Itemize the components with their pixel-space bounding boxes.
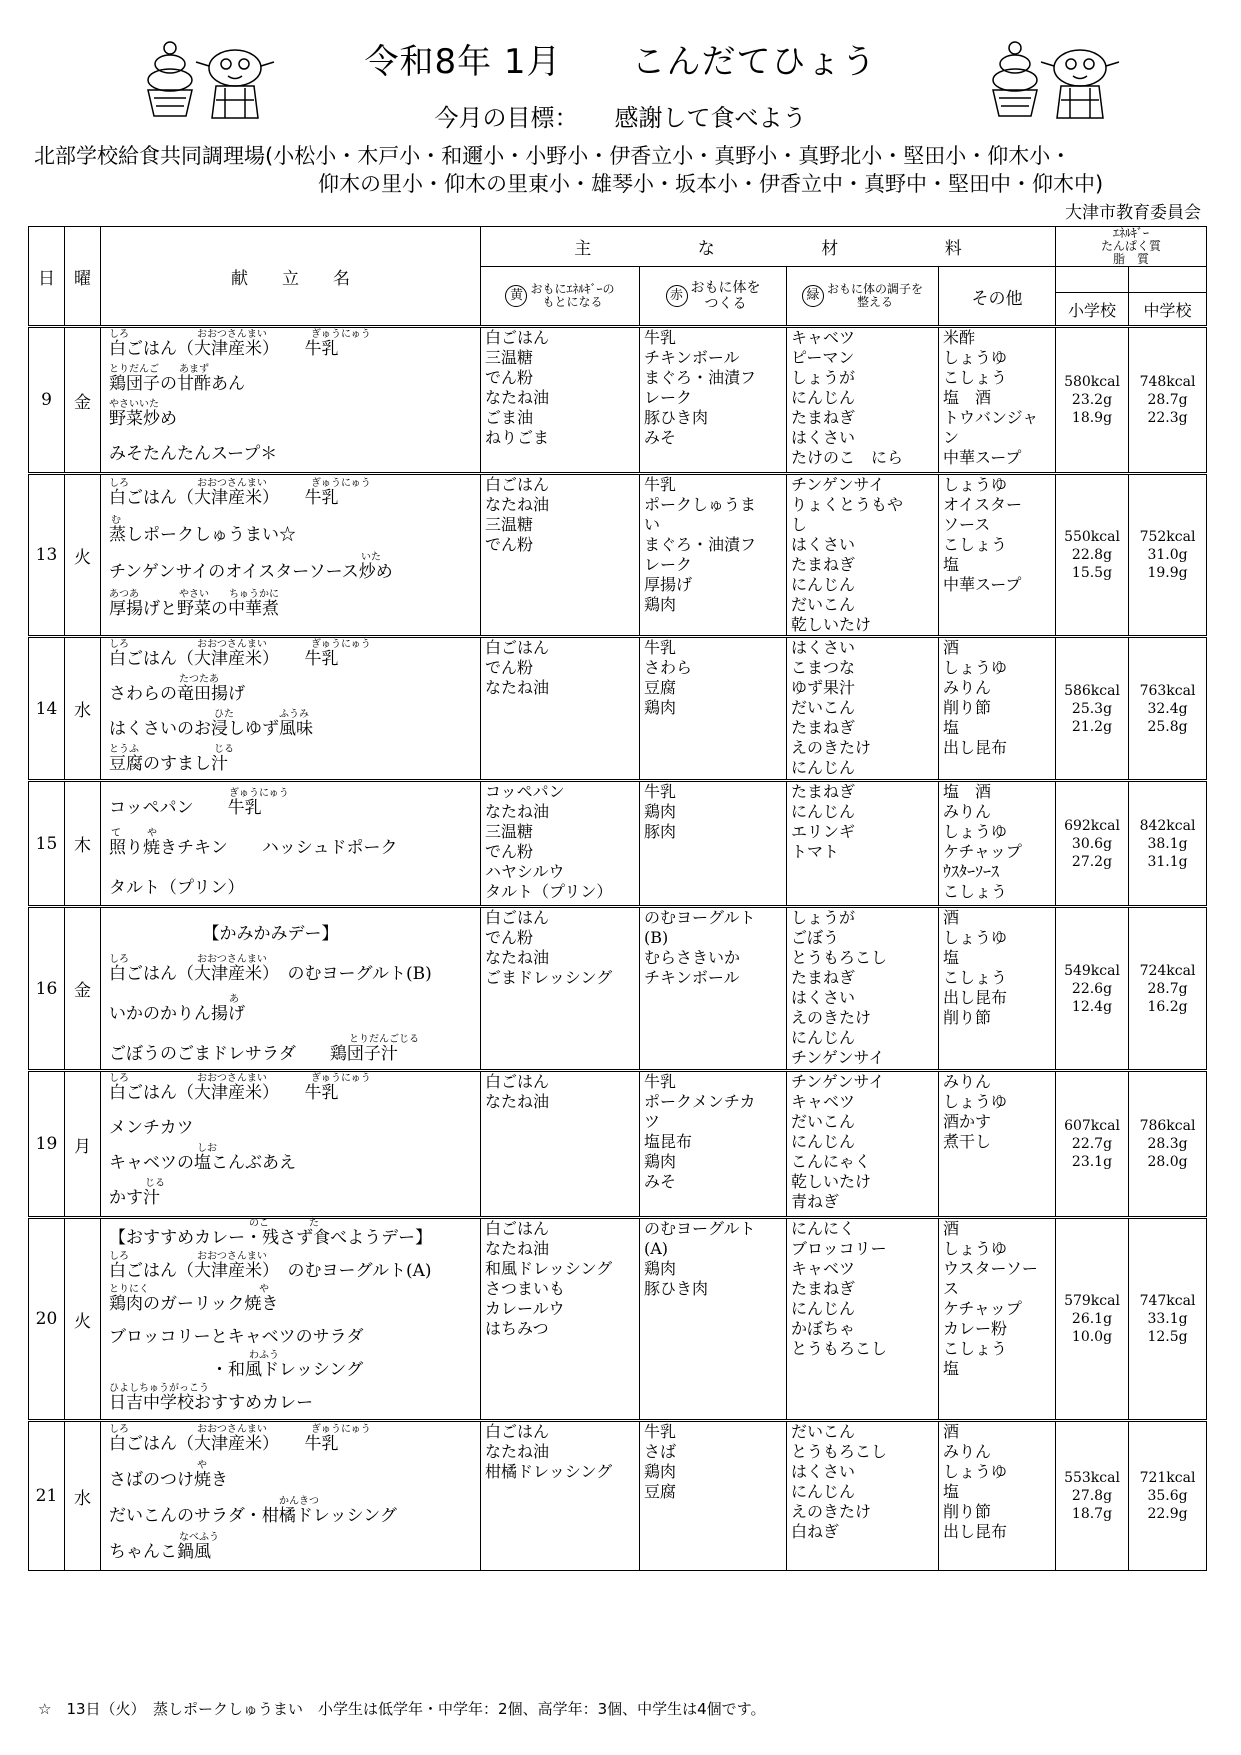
header-green-group xyxy=(787,267,939,327)
dish-name xyxy=(109,433,480,468)
furigana: たつたあ xyxy=(179,674,219,685)
energy-value: 763kcal xyxy=(1139,682,1196,699)
furigana: やさいいた xyxy=(109,399,159,410)
junior-high-nutrition xyxy=(1129,781,1207,907)
dish-text: 白ごはん（大津産米） のむヨーグルト(B) xyxy=(109,964,432,984)
header-yellow-group xyxy=(481,267,640,327)
dish-text: 白ごはん（大津産米） 牛乳 xyxy=(109,488,339,508)
weekday: 金 xyxy=(65,327,101,474)
menu-row xyxy=(29,1218,1207,1421)
other-ingredients: 酒 しょうゆ 塩 こしょう 出し昆布 削り節 xyxy=(939,907,1056,1071)
furigana: しろ xyxy=(109,478,129,489)
energy-value: 580kcal xyxy=(1064,374,1120,390)
dish-text: 日吉中学校おすすめカレー xyxy=(109,1393,314,1413)
dish-text: 白ごはん（大津産米） 牛乳 xyxy=(109,649,339,669)
energy-value: 747kcal xyxy=(1139,1293,1196,1309)
fat-value: 28.0g xyxy=(1147,1154,1188,1170)
other-ingredients: 米酢 しょうゆ こしょう 塩 酒 トウバンジャ ン 中華スープ xyxy=(939,327,1056,474)
day-number: 20 xyxy=(29,1218,65,1421)
dish-text: 鶏団子の甘酢あん xyxy=(109,374,245,394)
furigana: て xyxy=(111,828,121,839)
weekday: 月 xyxy=(65,1071,101,1218)
furigana: や xyxy=(147,828,157,839)
elementary-nutrition xyxy=(1056,1218,1129,1421)
furigana: や xyxy=(197,1460,207,1471)
header-junior-high: 中学校 xyxy=(1129,293,1207,327)
weekday: 火 xyxy=(65,474,101,637)
red-ingredients: 牛乳 チキンボール まぐろ・油漬フ レーク 豚ひき肉 みそ xyxy=(640,327,787,474)
fat-value: 15.5g xyxy=(1071,565,1113,581)
furigana: あ xyxy=(229,994,239,1005)
dish-text: 厚揚げと野菜の中華煮 xyxy=(109,599,279,619)
protein-value: 22.8g xyxy=(1071,547,1113,563)
energy-value: 579kcal xyxy=(1064,1293,1120,1309)
dish-name xyxy=(109,1252,480,1285)
fat-value: 16.2g xyxy=(1147,998,1188,1015)
footnote: ☆ 13日（火） 蒸しポークしゅうまい 小学生は低学年・中学年：2個、高学年：3個、中学生は4個です。 xyxy=(38,1700,766,1718)
furigana: しろ xyxy=(109,639,129,650)
header-main-materials xyxy=(481,227,1056,267)
protein-value: 32.4g xyxy=(1147,700,1188,717)
energy-value: 724kcal xyxy=(1139,962,1196,979)
monthly-goal: 今月の目標： 感謝して食べよう xyxy=(434,104,807,132)
header-day: 日 xyxy=(29,227,65,327)
furigana: おおつさんまい xyxy=(197,1073,267,1084)
furigana: ひた xyxy=(214,709,234,720)
green-ingredients: キャベツ ピーマン しょうが にんじん たまねぎ はくさい たけのこ にら xyxy=(787,327,939,474)
fat-value: 31.1g xyxy=(1147,853,1188,870)
red-group-label: おもに体を つくる xyxy=(690,280,761,312)
energy-value: 553kcal xyxy=(1064,1470,1120,1486)
fat-value: 12.4g xyxy=(1071,998,1113,1015)
dish-text: ごぼうのごまドレサラダ 鶏団子汁 xyxy=(109,1044,398,1064)
dish-list xyxy=(101,637,481,781)
furigana: しろ xyxy=(109,329,129,340)
dish-name xyxy=(109,1028,480,1068)
dish-list xyxy=(101,781,481,907)
dish-name xyxy=(109,1530,480,1566)
green-group-label: おもに体の調子を 整える xyxy=(826,282,923,309)
junior-high-nutrition xyxy=(1129,907,1207,1071)
energy-value: 586kcal xyxy=(1064,682,1120,699)
elementary-nutrition xyxy=(1056,637,1129,781)
fat-value: 18.9g xyxy=(1071,410,1113,426)
furigana: おおつさんまい xyxy=(197,1424,267,1435)
dish-text: 【おすすめカレー・残さず食べようデー】 xyxy=(109,1228,433,1248)
dish-name xyxy=(109,948,480,988)
day-number: 19 xyxy=(29,1071,65,1218)
elementary-nutrition xyxy=(1056,1071,1129,1218)
dish-name xyxy=(109,1219,480,1252)
junior-high-nutrition xyxy=(1129,637,1207,781)
red-ingredients: 牛乳 さば 鶏肉 豆腐 xyxy=(640,1421,787,1571)
materials-char: 主 xyxy=(574,239,592,259)
furigana: わふう xyxy=(249,1350,279,1361)
yellow-ingredients: 白ごはん 三温糖 でん粉 なたね油 ごま油 ねりごま xyxy=(481,327,640,474)
junior-high-nutrition xyxy=(1129,1071,1207,1218)
furigana: しお xyxy=(197,1143,217,1154)
energy-value: 607kcal xyxy=(1064,1118,1120,1134)
dish-name xyxy=(109,363,480,398)
protein-value: 26.1g xyxy=(1071,1311,1113,1327)
protein-value: 31.0g xyxy=(1147,547,1188,563)
energy-value: 549kcal xyxy=(1064,962,1120,979)
header-nutrition: ｴﾈﾙｷﾞｰ たんぱく質 脂 質 xyxy=(1056,227,1207,267)
dish-name xyxy=(109,549,480,586)
dish-name xyxy=(109,1422,480,1458)
furigana: た xyxy=(309,1218,319,1229)
menu-row xyxy=(29,637,1207,781)
day-number: 9 xyxy=(29,327,65,474)
dish-name xyxy=(109,1142,480,1177)
day-number: 14 xyxy=(29,637,65,781)
green-ingredients: しょうが ごぼう とうもろこし たまねぎ はくさい えのきたけ にんじん チンゲンサイ xyxy=(787,907,939,1071)
elementary-nutrition xyxy=(1056,1421,1129,1571)
green-ingredients: だいこん とうもろこし はくさい にんじん えのきたけ 白ねぎ xyxy=(787,1421,939,1571)
furigana: とりだんごじる xyxy=(349,1034,419,1045)
furigana: おおつさんまい xyxy=(197,954,267,965)
furigana: いた xyxy=(361,552,381,563)
yellow-ingredients: 白ごはん でん粉 なたね油 ごまドレッシング xyxy=(481,907,640,1071)
dish-name xyxy=(109,743,480,778)
dish-name xyxy=(109,708,480,743)
other-ingredients: 酒 みりん しょうゆ 塩 削り節 出し昆布 xyxy=(939,1421,1056,1571)
dish-name xyxy=(109,1177,480,1212)
dish-name xyxy=(109,586,480,623)
dish-name xyxy=(109,1458,480,1494)
junior-high-nutrition xyxy=(1129,1218,1207,1421)
dish-list xyxy=(101,1218,481,1421)
dish-text: 白ごはん（大津産米） 牛乳 xyxy=(109,1434,339,1454)
materials-char: 料 xyxy=(944,239,962,259)
energy-value: 786kcal xyxy=(1139,1118,1196,1134)
elementary-nutrition xyxy=(1056,781,1129,907)
dish-name xyxy=(109,782,480,822)
weekday: 火 xyxy=(65,1218,101,1421)
menu-row xyxy=(29,1071,1207,1218)
menu-row xyxy=(29,781,1207,907)
day-number: 16 xyxy=(29,907,65,1071)
dish-name xyxy=(109,1285,480,1318)
furigana: しろ xyxy=(109,1251,129,1262)
other-ingredients: 酒 しょうゆ みりん 削り節 塩 出し昆布 xyxy=(939,637,1056,781)
header-nutrition-spacer-1 xyxy=(1056,267,1129,293)
dish-text: 鶏肉のガーリック焼き xyxy=(109,1294,279,1314)
dish-list xyxy=(101,1071,481,1218)
dish-text: 【かみかみデー】 xyxy=(109,924,339,944)
dish-text: 蒸しポークしゅうまい☆ xyxy=(109,525,296,545)
furigana: あつあ xyxy=(109,589,139,600)
red-circle-icon: 赤 xyxy=(666,285,688,307)
yellow-ingredients: 白ごはん なたね油 xyxy=(481,1071,640,1218)
furigana: とりだんご xyxy=(109,364,159,375)
fat-value: 22.9g xyxy=(1147,1506,1188,1522)
dish-text: チンゲンサイのオイスターソース炒め xyxy=(109,562,393,582)
weekday: 水 xyxy=(65,1421,101,1571)
dish-text: ブロッコリーとキャベツのサラダ xyxy=(109,1327,364,1347)
dish-list xyxy=(101,474,481,637)
kitchen-name-line1: 北部学校給食共同調理場(小松小・木戸小・和邇小・小野小・伊香立小・真野小・真野北小・堅田小・仰木小・ xyxy=(34,144,1072,168)
materials-char: な xyxy=(697,239,715,259)
furigana: とりにく xyxy=(109,1284,149,1295)
yellow-ingredients: コッペパン なたね油 三温糖 でん粉 ハヤシルウ タルト（プリン） xyxy=(481,781,640,907)
dish-name xyxy=(109,398,480,433)
energy-value: 748kcal xyxy=(1139,374,1196,390)
dish-text: 豆腐のすまし汁 xyxy=(109,754,228,774)
yellow-ingredients: 白ごはん でん粉 なたね油 xyxy=(481,637,640,781)
fat-value: 22.3g xyxy=(1147,410,1188,426)
dish-list xyxy=(101,907,481,1071)
dish-text: いかのかりん揚げ xyxy=(109,1004,245,1024)
green-ingredients: チンゲンサイ りょくとうもや し はくさい たまねぎ にんじん だいこん 乾しいたけ xyxy=(787,474,939,637)
issuer: 大津市教育委員会 xyxy=(1065,203,1201,223)
energy-value: 692kcal xyxy=(1064,817,1120,834)
dish-name xyxy=(109,908,480,948)
furigana: おおつさんまい xyxy=(197,1251,267,1262)
junior-high-nutrition xyxy=(1129,1421,1207,1571)
weekday: 木 xyxy=(65,781,101,907)
dish-text: かす汁 xyxy=(109,1188,160,1208)
header-red-group xyxy=(640,267,787,327)
menu-row xyxy=(29,1421,1207,1571)
fat-value: 10.0g xyxy=(1071,1329,1113,1345)
furigana: のこ xyxy=(249,1218,269,1229)
fat-value: 23.1g xyxy=(1071,1154,1113,1170)
energy-value: 550kcal xyxy=(1064,529,1120,545)
dish-name xyxy=(109,1384,480,1417)
elementary-nutrition xyxy=(1056,474,1129,637)
header-other: その他 xyxy=(939,267,1056,327)
dish-text: コッペパン 牛乳 xyxy=(109,798,262,818)
furigana: おおつさんまい xyxy=(197,639,267,650)
protein-value: 33.1g xyxy=(1147,1311,1188,1327)
materials-char: 材 xyxy=(821,239,839,259)
dish-text: みそたんたんスープ＊ xyxy=(109,444,278,464)
dish-list xyxy=(101,1421,481,1571)
furigana: じる xyxy=(145,1178,165,1189)
protein-value: 27.8g xyxy=(1071,1488,1113,1504)
junior-high-nutrition xyxy=(1129,327,1207,474)
header-elementary: 小学校 xyxy=(1056,293,1129,327)
menu-row xyxy=(29,907,1207,1071)
fat-value: 21.2g xyxy=(1071,718,1113,735)
energy-value: 842kcal xyxy=(1139,817,1196,834)
dish-text: タルト（プリン） xyxy=(109,878,245,898)
dish-name xyxy=(109,328,480,363)
dish-text: 野菜炒め xyxy=(109,409,177,429)
energy-value: 752kcal xyxy=(1139,529,1196,545)
day-number: 15 xyxy=(29,781,65,907)
furigana: ひよしちゅうがっこう xyxy=(109,1383,209,1394)
furigana: ぎゅうにゅう xyxy=(311,1073,371,1084)
dish-name xyxy=(109,1107,480,1142)
weekday: 水 xyxy=(65,637,101,781)
energy-value: 721kcal xyxy=(1139,1470,1196,1486)
dish-name xyxy=(109,1072,480,1107)
dish-text: だいこんのサラダ・柑橘ドレッシング xyxy=(109,1506,397,1526)
furigana: じる xyxy=(214,744,234,755)
day-number: 13 xyxy=(29,474,65,637)
menu-row xyxy=(29,474,1207,637)
menu-row xyxy=(29,327,1207,474)
protein-value: 22.6g xyxy=(1071,980,1113,997)
dish-text: 白ごはん（大津産米） 牛乳 xyxy=(109,1083,339,1103)
fat-value: 27.2g xyxy=(1071,853,1113,870)
dish-name xyxy=(109,673,480,708)
furigana: かんきつ xyxy=(279,1496,319,1507)
yellow-ingredients: 白ごはん なたね油 和風ドレッシング さつまいも カレールウ はちみつ xyxy=(481,1218,640,1421)
protein-value: 35.6g xyxy=(1147,1488,1188,1504)
dish-text: 白ごはん（大津産米） のむヨーグルト(A) xyxy=(109,1261,432,1281)
dish-list xyxy=(101,327,481,474)
fat-value: 18.7g xyxy=(1071,1506,1113,1522)
furigana: おおつさんまい xyxy=(197,478,267,489)
dish-name xyxy=(109,512,480,549)
dish-text: ・和風ドレッシング xyxy=(109,1360,364,1380)
green-ingredients: チンゲンサイ キャベツ だいこん にんじん こんにゃく 乾しいたけ 青ねぎ xyxy=(787,1071,939,1218)
protein-value: 28.7g xyxy=(1147,392,1188,408)
furigana: む xyxy=(111,515,121,526)
dish-text: さばのつけ焼き xyxy=(109,1470,228,1490)
other-ingredients: みりん しょうゆ 酒かす 煮干し xyxy=(939,1071,1056,1218)
dish-name xyxy=(109,862,480,902)
red-ingredients: 牛乳 さわら 豆腐 鶏肉 xyxy=(640,637,787,781)
red-ingredients: 牛乳 ポークしゅうま い まぐろ・油漬フ レーク 厚揚げ 鶏肉 xyxy=(640,474,787,637)
protein-value: 22.7g xyxy=(1071,1136,1113,1152)
header-nutrition-spacer-2 xyxy=(1129,267,1207,293)
red-ingredients: のむヨーグルト (B) むらさきいか チキンボール xyxy=(640,907,787,1071)
menu-table xyxy=(28,226,1207,1571)
elementary-nutrition xyxy=(1056,907,1129,1071)
dish-text: キャベツの塩こんぶあえ xyxy=(109,1153,296,1173)
protein-value: 23.2g xyxy=(1071,392,1113,408)
green-ingredients: はくさい こまつな ゆず果汁 だいこん たまねぎ えのきたけ にんじん xyxy=(787,637,939,781)
elementary-nutrition xyxy=(1056,327,1129,474)
red-ingredients: 牛乳 鶏肉 豚肉 xyxy=(640,781,787,907)
yellow-ingredients: 白ごはん なたね油 三温糖 でん粉 xyxy=(481,474,640,637)
furigana: ぎゅうにゅう xyxy=(311,639,371,650)
furigana: ふうみ xyxy=(279,709,309,720)
furigana: しろ xyxy=(109,954,129,965)
dish-name xyxy=(109,475,480,512)
kitchen-name-line2: 仰木の里小・仰木の里東小・雄琴小・坂本小・伊香立中・真野中・堅田中・仰木中) xyxy=(318,172,1104,196)
furigana: しろ xyxy=(109,1424,129,1435)
yellow-circle-icon: 黄 xyxy=(505,285,527,307)
header-weekday: 曜 xyxy=(65,227,101,327)
other-ingredients: しょうゆ オイスター ソース こしょう 塩 中華スープ xyxy=(939,474,1056,637)
yellow-group-label: おもにｴﾈﾙｷﾞｰの もとになる xyxy=(530,282,615,309)
protein-value: 28.7g xyxy=(1147,980,1188,997)
weekday: 金 xyxy=(65,907,101,1071)
green-ingredients: にんにく ブロッコリー キャベツ たまねぎ にんじん かぼちゃ とうもろこし xyxy=(787,1218,939,1421)
furigana: おおつさんまい xyxy=(197,329,267,340)
dish-text: 白ごはん（大津産米） 牛乳 xyxy=(109,339,339,359)
dish-text: さわらの竜田揚げ xyxy=(109,684,245,704)
dish-text: メンチカツ xyxy=(109,1118,194,1138)
furigana: あまず xyxy=(179,364,209,375)
fat-value: 25.8g xyxy=(1147,718,1188,735)
dish-text: ちゃんこ鍋風 xyxy=(109,1542,211,1562)
other-ingredients: 塩 酒 みりん しょうゆ ケチャップ ｳｽﾀｰｿｰｽ こしょう xyxy=(939,781,1056,907)
furigana: ちゅうかに xyxy=(229,589,279,600)
dish-name xyxy=(109,1494,480,1530)
red-ingredients: のむヨーグルト (A) 鶏肉 豚ひき肉 xyxy=(640,1218,787,1421)
green-ingredients: たまねぎ にんじん エリンギ トマト xyxy=(787,781,939,907)
fat-value: 19.9g xyxy=(1147,565,1188,581)
furigana: しろ xyxy=(109,1073,129,1084)
protein-value: 25.3g xyxy=(1071,700,1113,717)
furigana: ぎゅうにゅう xyxy=(229,788,289,799)
dish-name xyxy=(109,822,480,862)
furigana: とうふ xyxy=(109,744,139,755)
furigana: や xyxy=(259,1284,269,1295)
dish-name xyxy=(109,1318,480,1351)
yellow-ingredients: 白ごはん なたね油 柑橘ドレッシング xyxy=(481,1421,640,1571)
day-number: 21 xyxy=(29,1421,65,1571)
page-title: 令和8年 1月 こんだてひょう xyxy=(364,42,877,82)
green-circle-icon: 緑 xyxy=(802,285,824,307)
protein-value: 38.1g xyxy=(1147,835,1188,852)
dish-name xyxy=(109,988,480,1028)
junior-high-nutrition xyxy=(1129,474,1207,637)
dish-text: はくさいのお浸しゆず風味 xyxy=(109,719,313,739)
furigana: ぎゅうにゅう xyxy=(311,478,371,489)
dish-name xyxy=(109,638,480,673)
furigana: ぎゅうにゅう xyxy=(311,329,371,340)
furigana: なべふう xyxy=(179,1532,219,1543)
furigana: ぎゅうにゅう xyxy=(311,1424,371,1435)
red-ingredients: 牛乳 ポークメンチカ ツ 塩昆布 鶏肉 みそ xyxy=(640,1071,787,1218)
fat-value: 12.5g xyxy=(1147,1329,1188,1345)
dish-text: 照り焼きチキン ハッシュドポーク xyxy=(109,838,398,858)
protein-value: 28.3g xyxy=(1147,1136,1188,1152)
other-ingredients: 酒 しょうゆ ウスターソー ス ケチャップ カレー粉 こしょう 塩 xyxy=(939,1218,1056,1421)
furigana: やさい xyxy=(179,589,209,600)
protein-value: 30.6g xyxy=(1071,835,1113,852)
dish-name xyxy=(109,1351,480,1384)
header-menu-name: 献 立 名 xyxy=(101,227,481,327)
